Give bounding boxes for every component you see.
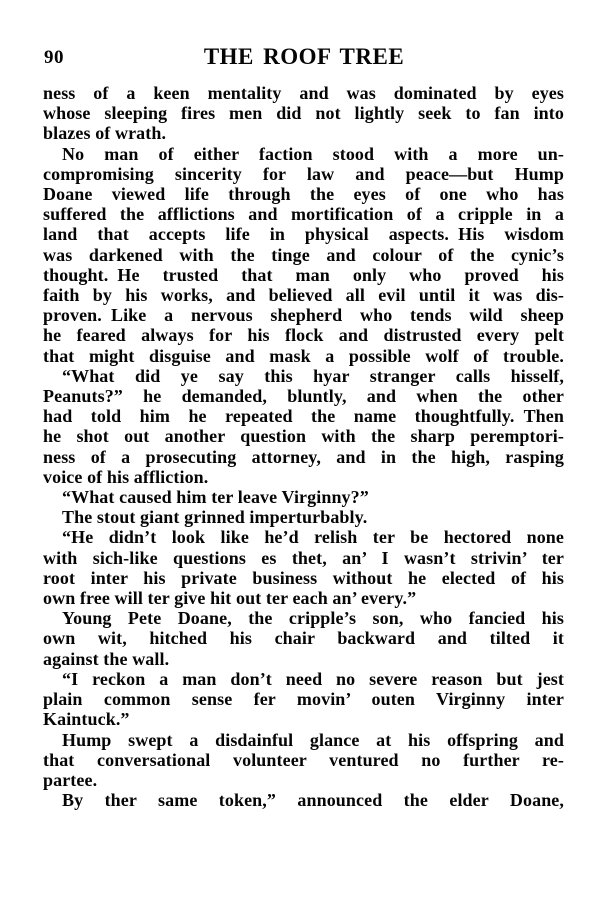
text-line: own free will ter give hit out ter each an’ every.” <box>43 588 417 609</box>
text-line: voice of his affliction. <box>43 466 209 487</box>
paragraph <box>43 608 564 669</box>
text-line: “What caused him ter leave Virginny?” <box>62 487 369 508</box>
text-line: Young Pete Doane, the cripple’s son, who fancied his <box>62 608 564 629</box>
text-line: whose sleeping fires men did not lightly seek to fan into <box>43 103 564 124</box>
text-line: had told him he repeated the name thoughtfully. Then <box>43 406 564 427</box>
paragraph <box>43 730 564 791</box>
paragraph <box>43 366 564 487</box>
text-line: was darkened with the tinge and colour of the cynic’s <box>43 244 564 265</box>
text-line: No man of either faction stood with a more un- <box>62 143 564 164</box>
text-line: compromising sincerity for law and peace—but Hump <box>43 163 564 184</box>
text-line: The stout giant grinned imperturbably. <box>62 507 368 528</box>
text-line: ness of a prosecuting attorney, and in the high, rasping <box>43 446 564 467</box>
text-line: suffered the afflictions and mortification of a cripple in a <box>43 204 564 225</box>
text-line: that might disguise and mask a possible wolf of trouble. <box>43 345 564 366</box>
text-line: By ther same token,” announced the elder Doane, <box>62 790 564 811</box>
paragraph <box>43 144 564 366</box>
text-line: Hump swept a disdainful glance at his offspring and <box>62 729 564 750</box>
paragraph <box>43 83 564 144</box>
text-line: “I reckon a man don’t need no severe reason but jest <box>62 668 564 689</box>
text-line: own wit, hitched his chair backward and tilted it <box>43 628 564 649</box>
text-line: thought. He trusted that man only who proved his <box>43 264 564 285</box>
text-line: he feared always for his flock and distrusted every pelt <box>43 325 564 346</box>
text-line: he shot out another question with the sharp peremptori- <box>43 426 564 447</box>
text-line: Kaintuck.” <box>43 709 130 730</box>
text-line: Doane viewed life through the eyes of one who has <box>43 184 564 205</box>
text-line: “He didn’t look like he’d relish ter be hectored none <box>62 527 564 548</box>
paragraph <box>43 487 564 507</box>
text-line: proven. Like a nervous shepherd who tends wild sheep <box>43 305 564 326</box>
text-line: partee. <box>43 769 98 790</box>
text-line: blazes of wrath. <box>43 123 167 144</box>
text-line: Peanuts?” he demanded, bluntly, and when the other <box>43 386 564 407</box>
text-line: “What did ye say this hyar stranger calls hisself, <box>62 365 564 386</box>
paragraph <box>43 790 564 810</box>
page-number: 90 <box>44 47 64 68</box>
text-line: land that accepts life in physical aspects. His wisdom <box>43 224 564 245</box>
text-line: faith by his works, and believed all evil until it was dis- <box>43 285 564 306</box>
text-line: with sich-like questions es thet, an’ I wasn’t strivin’ ter <box>43 547 564 568</box>
paragraph <box>43 507 564 527</box>
text-line: that conversational volunteer ventured no further re- <box>43 749 564 770</box>
text-line: against the wall. <box>43 648 170 669</box>
paragraph <box>43 669 564 730</box>
body-text <box>43 83 564 810</box>
paragraph <box>43 527 564 608</box>
text-line: root inter his private business without he elected of his <box>43 567 564 588</box>
book-title: THE ROOF TREE <box>203 44 405 69</box>
running-header <box>43 45 565 69</box>
text-line: plain common sense fer movin’ outen Virginny inter <box>43 689 564 710</box>
text-line: ness of a keen mentality and was dominated by eyes <box>43 83 564 103</box>
